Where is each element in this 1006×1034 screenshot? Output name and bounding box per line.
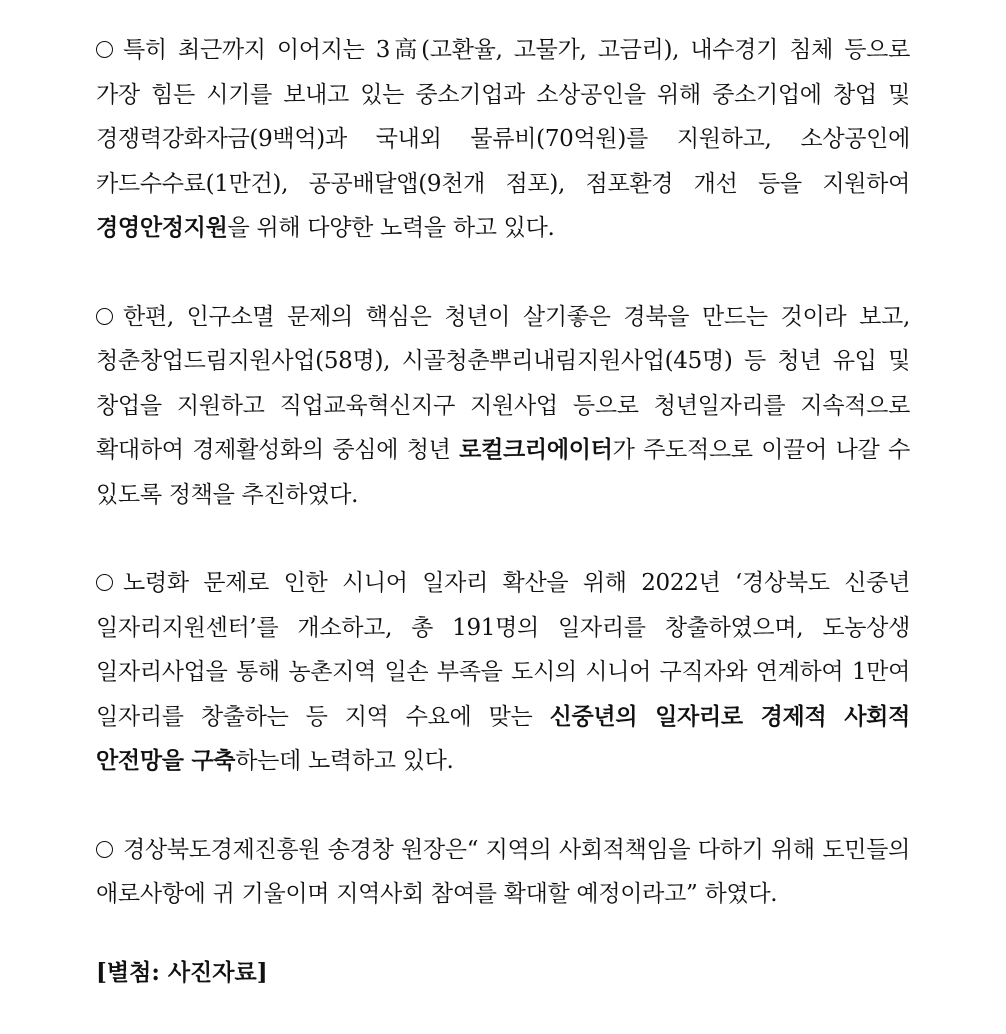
paragraph-text-tail: 가 주도적으로 이끌어 나갈 수 있도록 정책을 추진하였다.	[96, 437, 910, 508]
circle-bullet-icon	[96, 41, 113, 58]
paragraph-emphasis: 로컬크리에이터	[459, 436, 613, 463]
paragraph-text-tail: 을 위해 다양한 노력을 하고 있다.	[227, 215, 555, 241]
paragraph-text-tail: 하는데 노력하고 있다.	[235, 748, 454, 774]
circle-bullet-icon	[96, 841, 113, 858]
paragraph-text: 한편, 인구소멸 문제의 핵심은 청년이 살기좋은 경북을 만드는 것이라 보고, 청춘창업드림지원사업(58명), 시골청춘뿌리내림지원사업(45명) 등 청년 유입 및 창업을 지원하고 직업교육혁신지구 지원사업 등으로 청년일자리를 지속적으로 확대하여 경제활성화의 중심에 청년	[96, 303, 910, 463]
paragraph-senior-jobs	[96, 561, 910, 784]
paragraph-director-quote	[96, 828, 910, 917]
press-release-body	[96, 28, 910, 995]
circle-bullet-icon	[96, 308, 113, 325]
paragraph-text: 특히 최근까지 이어지는 3高(고환율, 고물가, 고금리), 내수경기 침체 등으로 가장 힘든 시기를 보내고 있는 중소기업과 소상공인을 위해 중소기업에 창업 및 경쟁력강화자금(9백억)과 국내외 물류비(70억원)를 지원하고, 소상공인에 카드수수료(1만건), 공공배달앱(9천개 점포), 점포환경 개선 등을 지원하여	[96, 37, 910, 197]
circle-bullet-icon	[96, 574, 113, 591]
paragraph-economic-stability	[96, 28, 910, 251]
attachment-label: [별첨: 사진자료]	[96, 958, 268, 986]
paragraph-youth-jobs	[96, 295, 910, 518]
paragraph-emphasis: 경영안정지원	[96, 214, 228, 241]
paragraph-text: 경상북도경제진흥원 송경창 원장은“ 지역의 사회적책임을 다하기 위해 도민들의 애로사항에 귀 기울이며 지역사회 참여를 확대할 예정이라고” 하였다.	[96, 836, 910, 907]
paragraph-emphasis: 신중년의 일자리로 경제적 사회적 안전망을 구축	[96, 702, 910, 774]
paragraph-text: 노령화 문제로 인한 시니어 일자리 확산을 위해 2022년 ‘경상북도 신중년 일자리지원센터’를 개소하고, 총 191명의 일자리를 창출하였으며, 도농상생 일자리사업을 통해 농촌지역 일손 부족을 도시의 시니어 구직자와 연계하여 1만여 일자리를 창출하는 등 지역 수요에 맞는	[96, 570, 910, 730]
